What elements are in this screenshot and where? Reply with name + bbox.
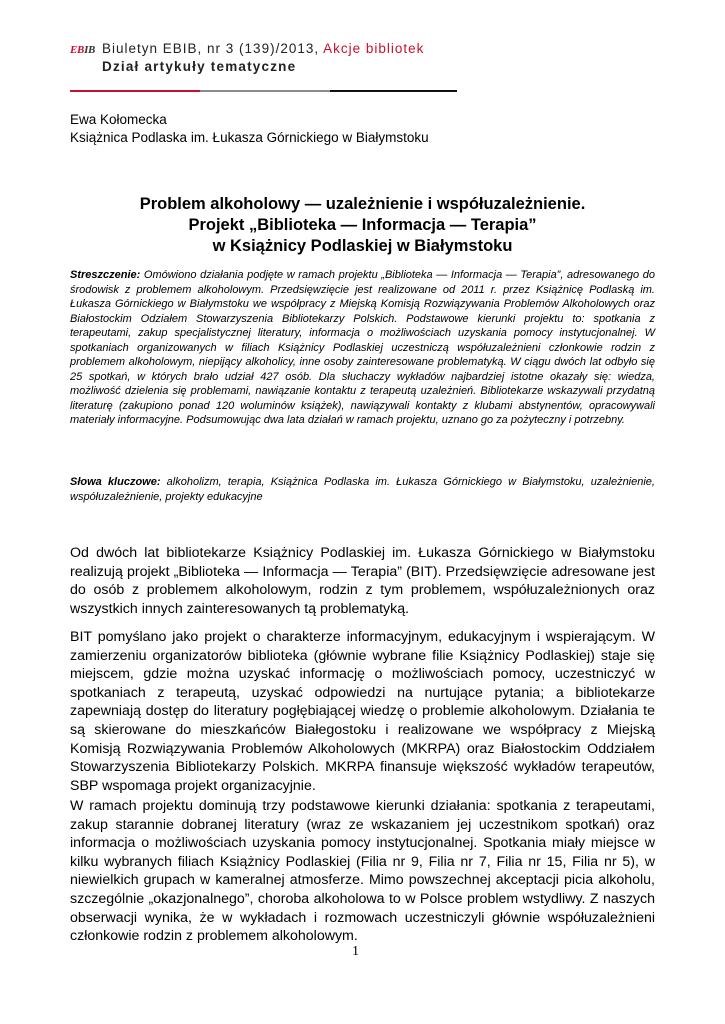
title-line-3: w Książnicy Podlaskiej w Białymstoku [212,237,513,255]
body-paragraph-1: Od dwóch lat bibliotekarze Książnicy Podlaskiej im. Łukasza Górnickiego w Białymstoku realizują projekt „Biblioteka — Informacja — Terapia” (BIT). Przedsięwzięcie adresowane jest do osób z problemem alkoholowym, rodzin z tym problemem, współuzależnionych oraz wszystkich innych zainteresowanych tą problematyką. [70,545,655,617]
logo-part-2: IB [84,44,96,56]
logo-part-1: EB [70,44,85,56]
title-line-2: Projekt „Biblioteka — Informacja — Terapia” [188,216,537,234]
header-rule-gray [200,90,330,92]
header-rule-dark [330,90,457,92]
header-rule-red [70,90,200,92]
title-line-1: Problem alkoholowy — uzależnienie i współuzależnienie. [139,195,586,213]
page-number: 1 [352,944,359,959]
section-link[interactable]: Akcje bibliotek [323,41,425,56]
keywords [70,475,655,504]
bulletin-issue: Biuletyn EBIB, nr 3 (139)/2013, [102,41,324,56]
section-heading: Dział artykuły tematyczne [102,59,297,74]
author-affiliation: Książnica Podlaska im. Łukasza Górnickiego w Białymstoku [70,130,429,145]
abstract-label: Streszczenie: [70,269,141,281]
author-name: Ewa Kołomecka [70,112,167,127]
keywords-text: alkoholizm, terapia, Książnica Podlaska im. Łukasza Górnickiego w Białymstoku, uzależnienie, współuzależnienie, projekty edukacyjne [70,476,655,503]
ebib-logo [70,44,95,56]
body-paragraph-2: BIT pomyślano jako projekt o charakterze informacyjnym, edukacyjnym i wspierającym. W zamierzeniu organizatorów biblioteka (głównie wybrane filie Książnicy Podlaskiej) staje się miejscem, gdzie można uzyskać informację o możliwościach pomocy, uczestniczyć w spotkaniach z terapeutą, uzyskać odpowiedzi na nurtujące pytania; a bibliotekarze zapewniają dostęp do literatury pogłębiającej wiedzę o problemie alkoholowym. Działania te są skierowane do mieszkańców Białegostoku i realizowane we współpracy z Miejską Komisją Rozwiązywania Problemów Alkoholowych (MKRPA) oraz Białostockim Oddziałem Stowarzyszenia Bibliotekarzy Polskich. MKRPA finansuje większość wykładów terapeutów, SBP wspomaga projekt organizacyjnie. [70,629,655,794]
bulletin-line [102,41,424,56]
body-paragraph-3: W ramach projektu dominują trzy podstawowe kierunki działania: spotkania z terapeutami, zakup starannie dobranej literatury (wraz ze wskazaniem jej uczestnikom spotkań) oraz informacja o możliwościach uzyskania pomocy instytucjonalnej. Spotkania miały miejsce w kilku wybranych filiach Książnicy Podlaskiej (Filia nr 9, Filia nr 7, Filia nr 15, Filia nr 5), w niewielkich grupach w kameralnej atmosferze. Mimo powszechnej akceptacji picia alkoholu, szczególnie „okazjonalnego”, choroba alkoholowa to w Polsce problem wstydliwy. Z naszych obserwacji wynika, że w wykładach i rozmowach uczestniczyli głównie współuzależnieni członkowie rodzin z problemem alkoholowym. [70,798,655,945]
abstract [70,268,655,428]
keywords-label: Słowa kluczowe: [70,476,161,488]
article-title [70,194,655,257]
abstract-text: Omówiono działania podjęte w ramach projektu „Biblioteka — Informacja — Terapia”, adresowanego do środowisk z problemem alkoholowym. Przedsięwzięcie jest realizowane od 2011 r. przez Książnicę Podlaską im. Łukasza Górnickiego w Białymstoku we współpracy z Miejską Komisją Rozwiązywania Problemów Alkoholowych oraz Białostockim Odziałem Stowarzyszenia Bibliotekarzy Polskich. Podstawowe kierunki projektu to: spotkania z terapeutami, zakup specjalistycznej literatury, informacja o możliwościach uzyskania pomocy instytucjonalnej. W spotkaniach organizowanych w filiach Książnicy Podlaskiej uczestniczą współuzależnieni członkowie rodzin z problemem alkoholowym, niepijący alkoholicy, inne osoby zainteresowane problematyką. W ciągu dwóch lat odbyło się 25 spotkań, w których brało udział 427 osób. Dla słuchaczy wykładów najbardziej istotne okazały się: wiedza, możliwość dzielenia się problemami, nawiązanie kontaktu z terapeutą uzależnień. Bibliotekarze wskazywali przydatną literaturę (zakupiono ponad 120 woluminów książek), nawiązywali kontakty z klubami abstynentów, opracowywali materiały informacyjne. Podsumowując dwa lata działań w ramach projektu, uznano go za pożyteczny i potrzebny. [70,269,655,426]
author-block [70,111,429,147]
